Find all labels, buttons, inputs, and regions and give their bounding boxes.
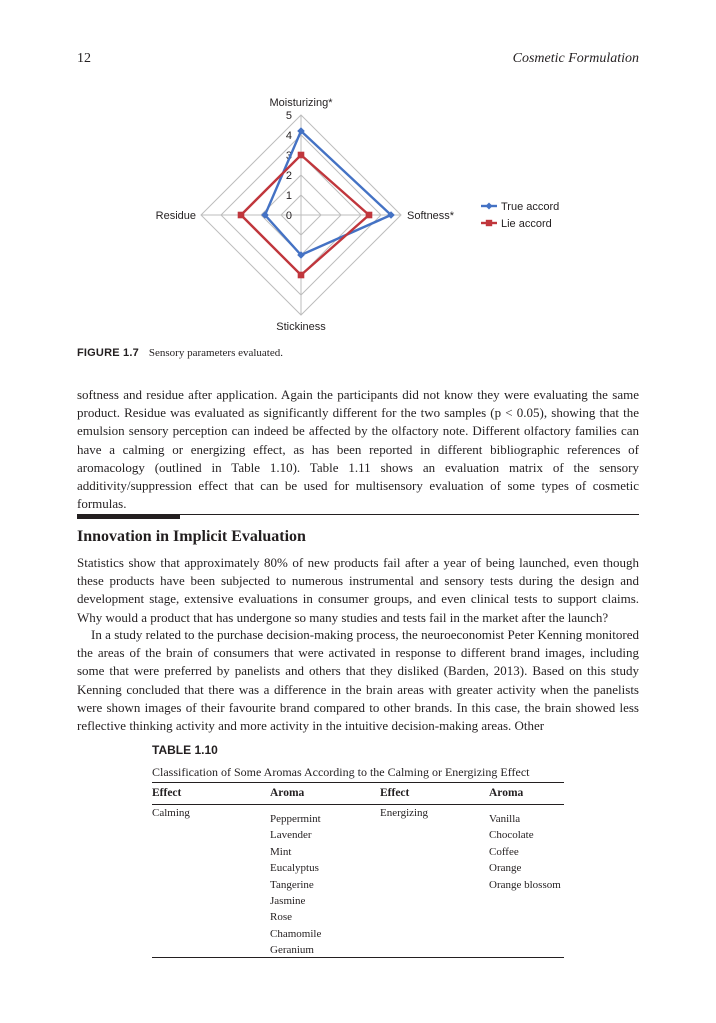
table-aroma-item: Orange blossom (489, 878, 561, 891)
data-point-marker (366, 212, 373, 219)
scale-tick-label: 4 (285, 130, 292, 142)
running-title: Cosmetic Formulation (512, 51, 639, 66)
table-caption: Classification of Some Aromas According to the Calming or Energizing Effect (152, 765, 530, 779)
scale-tick-label: 5 (285, 110, 292, 122)
figure-caption (77, 347, 283, 359)
paragraph-2: Statistics show that approximately 80% of new products fail after a year of being launched, even though these products have been subjected to numerous instrumental and sensory tests during the design and development stage, extensive evaluations in consumer groups, and even clinical tests to support claims. Why would a product that has undergone so many studies and tests fail in the market after the launch? (77, 555, 639, 625)
axis-label: Residue (155, 210, 196, 222)
table-top-rule (152, 782, 564, 783)
table-cell-calming: Calming (152, 807, 190, 819)
legend-label: True accord (501, 201, 560, 213)
data-point-marker (238, 212, 245, 219)
section-rule-accent (77, 514, 180, 519)
table-header-aroma-1: Aroma (270, 787, 305, 799)
axis-label: Softness* (407, 210, 455, 222)
paragraph-1: softness and residue after application. Again the participants did not know they were evaluating the same product. Residue was evaluated as significantly different for the two samples (p < 0.05), showing that the emulsion sensory perception can indeed be affected by the olfactory note. Different olfactory families can have a calming or energizing effect, as has been reported in different bibliographic references of aromacology (outlined in Table 1.10). Table 1.11 shows an evaluation matrix of the sensory additivity/suppression effect that can be used for multisensory evaluation of some types of cosmetic formulas. (77, 387, 639, 512)
scale-tick-label: 3 (285, 150, 292, 162)
section-title: Innovation in Implicit Evaluation (77, 528, 306, 545)
radar-chart (0, 0, 716, 345)
scale-tick-label: 1 (285, 190, 292, 202)
table-header-effect-1: Effect (152, 787, 182, 799)
table-header-effect-2: Effect (380, 787, 410, 799)
figure-label: FIGURE 1.7 (77, 347, 139, 359)
page-number: 12 (77, 51, 91, 66)
table-calming-aromas (270, 811, 321, 959)
scale-tick-label: 2 (285, 170, 292, 182)
paragraph-3: In a study related to the purchase decision-making process, the neuroeconomist Peter Kenning monitored the areas of the brain of consumers that were activated in response to different brand images, including some that were preferred by panelists and others that they disliked (Barden, 2013). Based on this study Kenning concluded that there was a difference in the brain areas with greater activity when the panelists were shown images of their favourite brand compared to other brands. In this case, the brain showed less reflective thinking activity and more activity in the intuitive decision-making areas. Other (77, 627, 639, 734)
table-label: TABLE 1.10 (152, 743, 218, 757)
data-point-marker (298, 152, 305, 159)
table-aroma-item: Eucalyptus (270, 862, 319, 875)
axis-label: Stickiness (276, 321, 326, 333)
legend-label: Lie accord (501, 218, 552, 230)
scale-tick-label: 0 (285, 210, 292, 222)
table-aroma-item: Chocolate (489, 829, 534, 842)
table-aroma-item: Mint (270, 845, 292, 858)
table-aroma-item: Tangerine (270, 878, 314, 891)
figure-caption-text: Sensory parameters evaluated. (148, 347, 283, 359)
table-energizing-aromas (489, 811, 561, 893)
table-aroma-item: Peppermint (270, 813, 321, 825)
table-aroma-item: Chamomile (270, 927, 322, 940)
table-aroma-item: Geranium (270, 944, 314, 957)
table-aroma-item: Vanilla (489, 813, 521, 825)
data-point-marker (298, 272, 305, 279)
table-aroma-item: Rose (270, 911, 292, 924)
table-bottom-rule (152, 957, 564, 958)
table-aroma-item: Orange (489, 862, 522, 875)
series-line (265, 131, 391, 255)
table-aroma-item: Lavender (270, 829, 312, 842)
table-aroma-item: Jasmine (270, 895, 306, 908)
legend-marker (486, 203, 493, 210)
table-header-aroma-2: Aroma (489, 787, 524, 799)
legend-marker (486, 220, 492, 226)
axis-label: Moisturizing* (269, 97, 333, 109)
table-header-rule (152, 804, 564, 805)
table-cell-energizing: Energizing (380, 807, 429, 819)
table-aroma-item: Coffee (489, 845, 519, 858)
